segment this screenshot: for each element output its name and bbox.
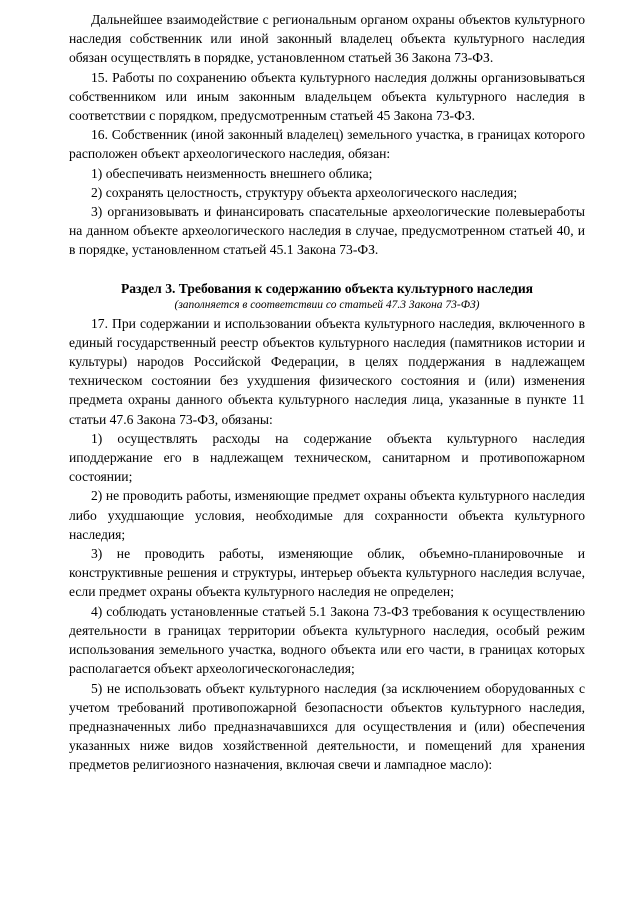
paragraph-15: 15. Работы по сохранению объекта культурного наследия должны организовываться собственником или иным законным владельцем объекта культурного наследия в соответствии с порядком, предусмотренным статьей 45 Закона 73-ФЗ. bbox=[69, 69, 585, 124]
list-item-16-2: 2) сохранять целостность, структуру объекта археологического наследия; bbox=[91, 184, 518, 200]
list-item-16-3: 3) организовывать и финансировать спасательные археологические полевыеработы на данном объекте археологического наследия в случае, предусмотренном статьей 40, и в порядке, установленном статьей 45.1 Закона 73-ФЗ. bbox=[69, 204, 585, 258]
paragraph-interaction: Дальнейшее взаимодействие с региональным органом охраны объектов культурного наследия собственник или иной законный владелец объекта культурного наследия обязан осуществлять в порядке, установленном статьей 36 Закона 73-ФЗ. bbox=[69, 12, 585, 66]
section-spacer bbox=[69, 260, 585, 279]
list-item-17-4: 4) соблюдать установленные статьей 5.1 Закона 73-ФЗ требования к осуществлению деятельности в границах территории объекта культурного наследия, особый режим использования земельного участка, водного объекта или его части, в границах которых располагается объект археологическогонаследия; bbox=[69, 603, 585, 677]
section-heading: Раздел 3. Требования к содержанию объекта культурного наследия bbox=[120, 280, 534, 296]
list-item-17-3: 3) не проводить работы, изменяющие облик, объемно-планировочные и конструктивные решения и структуры, интерьер объекта культурного наследия вслучае, если предмет охраны объекта культурного наследия не определен; bbox=[69, 546, 585, 600]
list-item-17-2: 2) не проводить работы, изменяющие предмет охраны объекта культурного наследия либо ухудшающие условия, необходимые для сохранности объекта культурного наследия; bbox=[69, 488, 585, 542]
list-item-17-1: 1) осуществлять расходы на содержание объекта культурного наследия иподдержание его в надлежащем техническом, санитарном и противопожарном состоянии; bbox=[69, 430, 585, 485]
section-note: (заполняется в соответствии со статьей 47.3 Закона 73-ФЗ) bbox=[174, 298, 480, 311]
paragraph-16: 16. Собственник (иной законный владелец) земельного участка, в границах которого расположен объект археологического наследия, обязан: bbox=[69, 127, 585, 162]
document-page bbox=[69, 10, 585, 775]
list-item-17-5: 5) не использовать объект культурного наследия (за исключением оборудованных с учетом требований противопожарной безопасности объектов культурного наследия, предназначенных либо предназначавшихся для осуществления и (или) обеспечения указанных ниже видов хозяйственной деятельности, и помещений для хранения предметов религиозного назначения, включая свечи и лампадное масло): bbox=[69, 680, 585, 773]
list-item-16-1: 1) обеспечивать неизменность внешнего облика; bbox=[91, 165, 373, 181]
paragraph-17: 17. При содержании и использовании объекта культурного наследия, включенного в единый государственный реестр объектов культурного наследия (памятников истории и культуры) народов Российской Федерации, в целях поддержания в надлежащем техническом состоянии без ухудшения физического состояния и (или) изменения предмета охраны данного объекта культурного наследия лица, указанные в пункте 11 статьи 47.6 Закона 73-ФЗ, обязаны: bbox=[69, 315, 585, 427]
